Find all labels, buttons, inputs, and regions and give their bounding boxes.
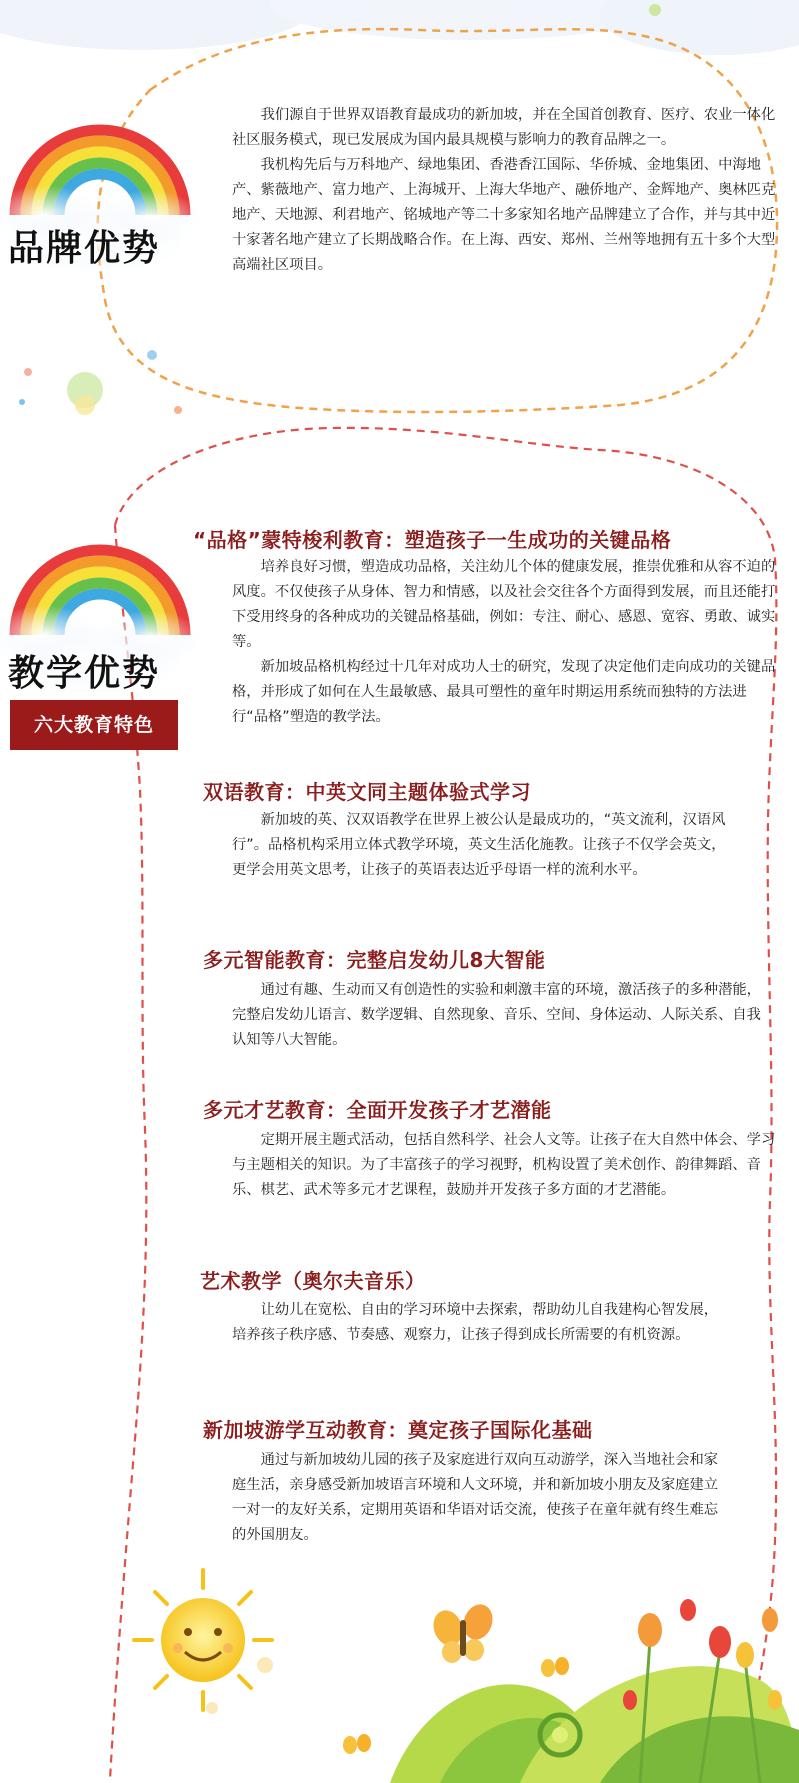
brand-section-title: 品牌优势: [8, 228, 161, 269]
feature-body-study-tour: [232, 1448, 732, 1548]
feature-heading-talent: 多元才艺教育：全面开发孩子才艺潜能: [203, 1098, 552, 1122]
feature-paragraph: 通过与新加坡幼儿园的孩子及家庭进行双向互动游学，深入当地社会和家庭生活，亲身感受新加坡语言环境和人文环境，并和新加坡小朋友及家庭建立一对一的友好关系，定期用英语和华语对话交流，使孩子在童年就有终生难忘的外国朋友。: [232, 1452, 719, 1543]
feature-paragraph: 通过有趣、生动而又有创造性的实验和刺激丰富的环境，激活孩子的多种潜能，完整启发幼儿语言、数学逻辑、自然现象、音乐、空间、身体运动、人际关系、自我认知等八大智能。: [232, 982, 761, 1048]
feature-heading-bilingual: 双语教育：中英文同主题体验式学习: [203, 780, 531, 804]
teaching-section-title: 教学优势: [8, 653, 161, 694]
sun-decoration: [134, 1570, 273, 1714]
feature-paragraph: 新加坡的英、汉双语教学在世界上被公认是最成功的，“英文流利，汉语风行”。品格机构采用立体式教学环境，英文生活化施教。让孩子不仅学会英文，更学会用英文思考，让孩子的英语表达近乎母语一样的流利水平。: [232, 812, 726, 878]
feature-paragraph: 定期开展主题式活动，包括自然科学、社会人文等。让孩子在大自然中体会、学习与主题相关的知识。为了丰富孩子的学习视野，机构设置了美术创作、韵律舞蹈、音乐、棋艺、武术等多元才艺课程，鼓励并开发孩子多方面的才艺潜能。: [232, 1132, 776, 1198]
feature-heading-study-tour: 新加坡游学互动教育：奠定孩子国际化基础: [203, 1418, 593, 1442]
brand-description: [232, 103, 782, 278]
feature-heading-orff-music: 艺术教学（奥尔夫音乐）: [200, 1269, 426, 1293]
feature-paragraph: 培养良好习惯，塑造成功品格，关注幼儿个体的健康发展，推崇优雅和从容不迫的风度。不仅使孩子从身体、智力和情感，以及社会交往各个方面得到发展，而且还能打下受用终身的各种成功的关键品格基础，例如：专注、耐心、感恩、宽容、勇敢、诚实等。: [232, 559, 776, 650]
education-features-badge: 六大教育特色: [10, 700, 178, 750]
feature-body-montessori: [232, 555, 777, 730]
top-cloud-decoration: [0, 0, 799, 55]
feature-body-bilingual: [232, 808, 732, 883]
brand-paragraph-1: 我们源自于世界双语教育最成功的新加坡，并在全国首创教育、医疗、农业一体化社区服务模式，现已发展成为国内最具规模与影响力的教育品牌之一。: [232, 107, 776, 148]
swirl-grass-decoration: [390, 1666, 799, 1783]
feature-body-talent: [232, 1128, 777, 1203]
feature-heading-multiple-intelligence: 多元智能教育：完整启发幼儿8大智能: [203, 948, 546, 972]
feature-paragraph: 让幼儿在宽松、自由的学习环境中去探索，帮助幼儿自我建构心智发展，培养孩子秩序感、节奏感、观察力，让孩子得到成长所需要的有机资源。: [232, 1302, 719, 1343]
feature-paragraph: 新加坡品格机构经过十几年对成功人士的研究，发现了决定他们走向成功的关键品格，并形成了如何在人生最敏感、最具可塑性的童年时期运用系统而独特的方法进行“品格”塑造的教学法。: [232, 659, 776, 725]
feature-body-multiple-intelligence: [232, 978, 762, 1053]
feature-heading-montessori: “品格”蒙特梭利教育：塑造孩子一生成功的关键品格: [193, 528, 672, 552]
brand-paragraph-2: 我机构先后与万科地产、绿地集团、香港香江国际、华侨城、金地集团、中海地产、紫薇地产、富力地产、上海城开、上海大华地产、融侨地产、金辉地产、奥林匹克地产、天地源、利君地产、铭城地产等二十多家知名地产品牌建立了合作，并与其中近十家著名地产建立了长期战略合作。在上海、西安、郑州、兰州等地拥有五十多个大型高端社区项目。: [232, 157, 776, 273]
feature-body-orff-music: [232, 1298, 732, 1348]
